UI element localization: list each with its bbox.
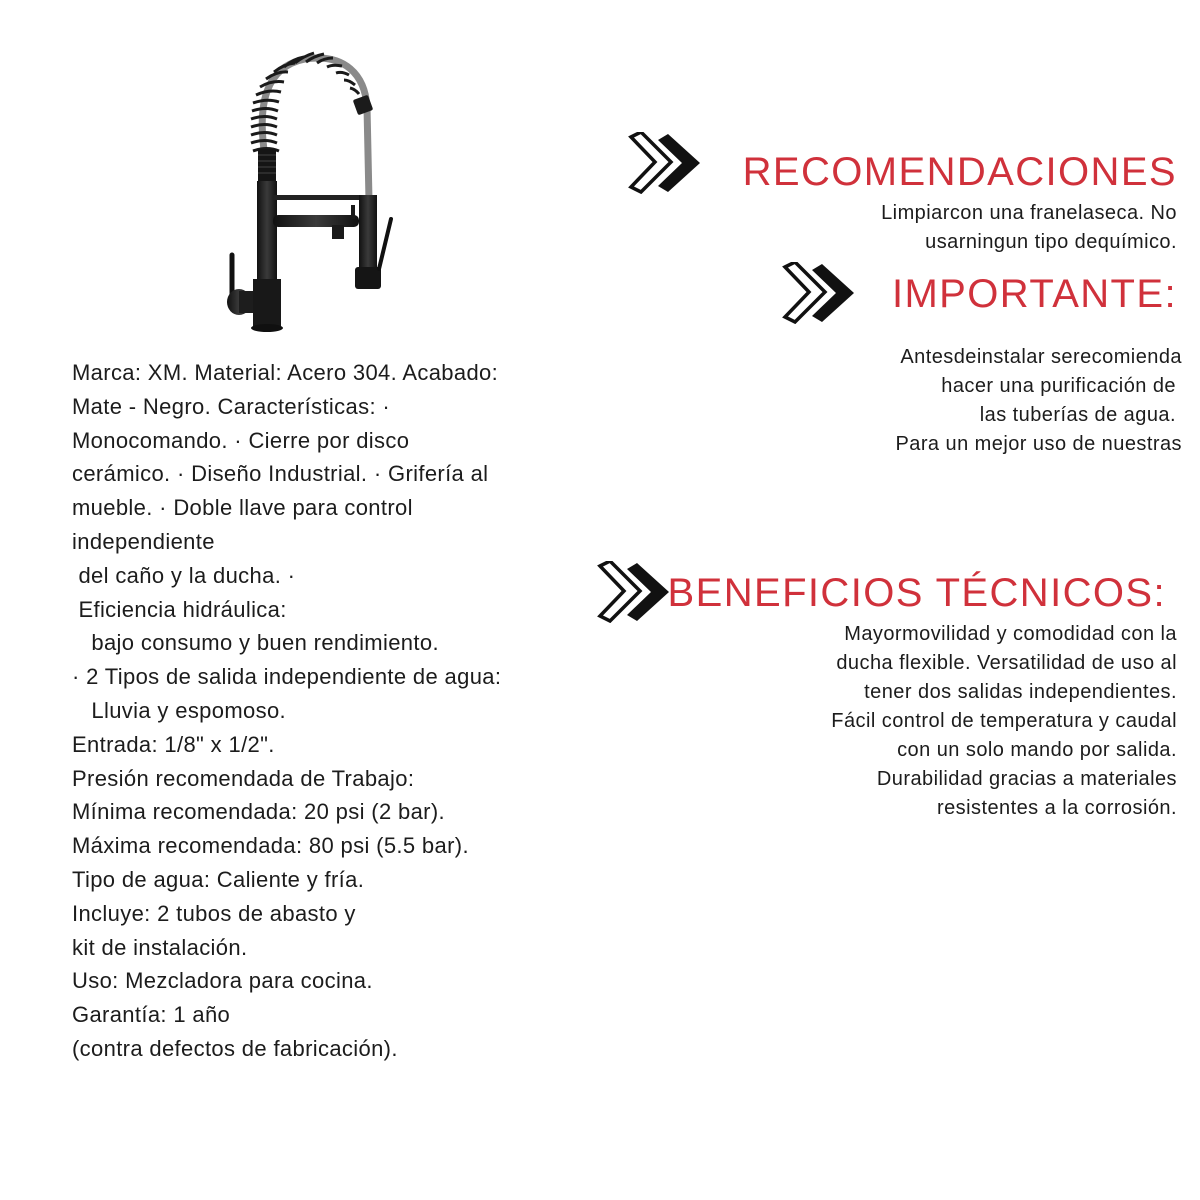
- section-body-importante: [895, 343, 1182, 459]
- section-body-beneficios-tecnicos: [831, 620, 1177, 823]
- text-line: Durabilidad gracias a materiales: [876, 768, 1177, 790]
- spec-line: Garantía: 1 año: [72, 1002, 231, 1028]
- text-line: Para un mejor uso de nuestras: [895, 433, 1182, 455]
- text-line: resistentes a la corrosión.: [936, 797, 1177, 819]
- spec-line: Máxima recomendada: 80 psi (5.5 bar).: [72, 833, 469, 859]
- spec-line: Tipo de agua: Caliente y fría.: [72, 866, 365, 892]
- text-line: Fácil control de temperatura y caudal: [831, 710, 1177, 732]
- faucet-icon: [205, 45, 405, 335]
- spec-line: · 2 Tipos de salida independiente de agua:: [72, 664, 502, 690]
- text-line: las tuberías de agua.: [979, 404, 1182, 426]
- text-line: tener dos salidas independientes.: [864, 681, 1177, 703]
- spec-line: Presión recomendada de Trabajo:: [72, 765, 415, 791]
- section-title-importante: IMPORTANTE:: [891, 272, 1177, 316]
- spec-line: Incluye: 2 tubos de abasto y: [72, 900, 356, 926]
- product-specifications: [72, 356, 632, 1066]
- spec-line: independiente: [72, 528, 215, 554]
- section-title-recomendaciones: RECOMENDACIONES: [742, 150, 1177, 194]
- spec-line: mueble. · Doble llave para control: [72, 495, 413, 521]
- spec-line: (contra defectos de fabricación).: [72, 1035, 398, 1061]
- text-line: Limpiarcon una franelaseca. No: [881, 202, 1177, 224]
- section-title-beneficios-tecnicos: BENEFICIOS TÉCNICOS:: [667, 571, 1166, 615]
- spec-line: kit de instalación.: [72, 934, 248, 960]
- product-image: [205, 45, 405, 335]
- spec-line: cerámico. · Diseño Industrial. · Grifería al: [72, 461, 489, 487]
- spec-line: Mínima recomendada: 20 psi (2 bar).: [72, 799, 445, 825]
- double-chevron-right-icon: [597, 561, 671, 623]
- spec-line: Eficiencia hidráulica:: [72, 596, 287, 622]
- spec-line: bajo consumo y buen rendimiento.: [72, 630, 439, 656]
- double-chevron-right-icon: [782, 262, 856, 324]
- text-line: con un solo mando por salida.: [897, 739, 1177, 761]
- text-line: Mayormovilidad y comodidad con la: [844, 623, 1177, 645]
- spec-line: Mate - Negro. Características: ·: [72, 393, 391, 419]
- text-line: usarningun tipo dequímico.: [925, 231, 1177, 253]
- spec-line: Entrada: 1/8" x 1/2".: [72, 731, 275, 757]
- spec-line: del caño y la ducha. ·: [72, 562, 296, 588]
- text-line: hacer una purificación de: [941, 375, 1182, 397]
- spec-line: Lluvia y espomoso.: [72, 697, 287, 723]
- spec-line: Uso: Mezcladora para cocina.: [72, 968, 373, 994]
- spec-line: Marca: XM. Material: Acero 304. Acabado:: [72, 360, 499, 385]
- text-line: ducha flexible. Versatilidad de uso al: [836, 652, 1177, 674]
- text-line: Antesdeinstalar serecomienda: [900, 346, 1182, 368]
- section-body-recomendaciones: [881, 199, 1177, 257]
- double-chevron-right-icon: [628, 132, 702, 194]
- spec-line: Monocomando. · Cierre por disco: [72, 427, 410, 453]
